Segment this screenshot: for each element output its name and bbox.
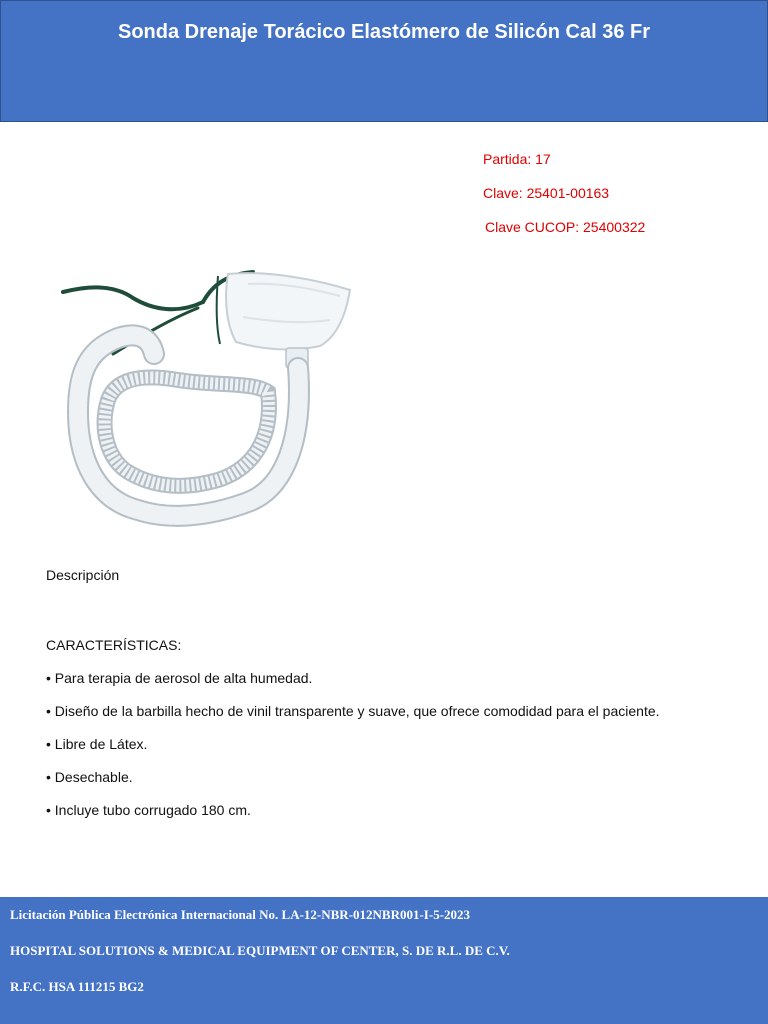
features-heading: CARACTERÍSTICAS: [46, 637, 182, 653]
list-item: • Diseño de la barbilla hecho de vinil transparente y suave, que ofrece comodidad para el paciente. [46, 703, 660, 719]
list-item: • Incluye tubo corrugado 180 cm. [46, 802, 251, 818]
oxygen-mask-icon [58, 262, 358, 542]
footer-banner [0, 897, 768, 1024]
page-title: Sonda Drenaje Torácico Elastómero de Silicón Cal 36 Fr [117, 21, 650, 43]
clave-code: Clave: 25401-00163 [483, 185, 610, 201]
clave-cucop-code: Clave CUCOP: 25400322 [485, 219, 646, 235]
features-section [46, 634, 706, 832]
company-rfc: R.F.C. HSA 111215 BG2 [10, 979, 144, 994]
description-label: Descripción [46, 567, 120, 583]
partida-code: Partida: 17 [483, 151, 551, 167]
header-banner [0, 0, 768, 122]
product-codes [483, 150, 645, 252]
product-image [58, 262, 358, 542]
company-name: HOSPITAL SOLUTIONS & MEDICAL EQUIPMENT OF CENTER, S. DE R.L. DE C.V. [10, 943, 510, 958]
features-list [46, 667, 706, 821]
list-item: • Libre de Látex. [46, 736, 148, 752]
list-item: • Para terapia de aerosol de alta humedad. [46, 670, 313, 686]
tender-number: Licitación Pública Electrónica Internacional No. LA-12-NBR-012NBR001-I-5-2023 [10, 907, 471, 922]
list-item: • Desechable. [46, 769, 133, 785]
